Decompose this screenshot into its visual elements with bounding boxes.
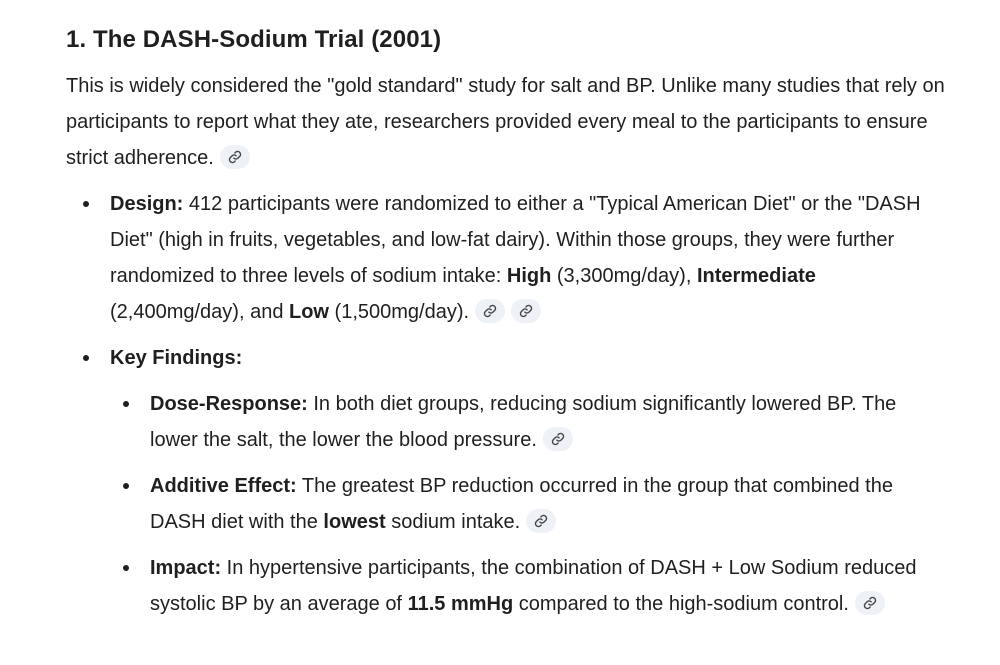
impact-text-1: In hypertensive participants, the combination of DASH + Low Sodium reduced systolic BP by an average of — [150, 557, 917, 615]
impact-label: Impact: — [150, 557, 222, 579]
high-label: High — [506, 265, 552, 287]
list-item-key-findings — [66, 340, 938, 622]
citation-chip[interactable] — [475, 299, 505, 323]
high-value: (3,300mg/day), — [551, 265, 697, 287]
impact-text-2: compared to the high-sodium control. — [513, 593, 849, 615]
citation-chip[interactable] — [855, 591, 885, 615]
intro-text: This is widely considered the "gold standard" study for salt and BP. Unlike many studies that rely on participants to report what they ate, researchers provided every meal to the participants to ensure strict adherence. — [66, 75, 945, 169]
list-item-additive-effect — [110, 468, 940, 540]
response-content — [66, 22, 966, 622]
impact-emphasis: 11.5 mmHg — [407, 593, 514, 615]
link-icon — [534, 514, 548, 528]
link-icon — [228, 150, 242, 164]
key-findings-label: Key Findings: — [110, 347, 243, 369]
findings-list — [66, 186, 966, 622]
dose-response-text: In both diet groups, reducing sodium significantly lowered BP. The lower the salt, the lower the blood pressure. — [150, 393, 897, 451]
design-text-1: 412 participants were randomized to either a "Typical American Diet" or the "DASH Diet" (high in fruits, vegetables, and low-fat dairy). Within those groups, they were further randomized to three levels of sodium intake: — [110, 193, 921, 287]
list-item-design — [66, 186, 938, 330]
design-label: Design: — [110, 193, 184, 215]
list-item-impact — [110, 550, 940, 622]
link-icon — [551, 432, 565, 446]
section-heading: 1. The DASH-Sodium Trial (2001) — [66, 26, 442, 53]
dose-response-label: Dose-Response: — [150, 393, 308, 415]
citation-chip[interactable] — [526, 509, 556, 533]
citation-chip[interactable] — [511, 299, 541, 323]
additive-effect-text-2: sodium intake. — [385, 511, 521, 533]
link-icon — [519, 304, 533, 318]
citation-chip[interactable] — [220, 145, 250, 169]
low-label: Low — [289, 301, 329, 323]
intro-paragraph — [66, 68, 946, 176]
low-value: (1,500mg/day). — [329, 301, 470, 323]
additive-effect-label: Additive Effect: — [150, 475, 297, 497]
key-findings-sublist — [110, 386, 938, 622]
link-icon — [483, 304, 497, 318]
additive-effect-text-1: The greatest BP reduction occurred in the group that combined the DASH diet with the — [150, 475, 893, 533]
intermediate-value: (2,400mg/day), and — [110, 301, 289, 323]
link-icon — [863, 596, 877, 610]
citation-chip[interactable] — [543, 427, 573, 451]
list-item-dose-response — [110, 386, 940, 458]
additive-effect-emphasis: lowest — [323, 511, 386, 533]
intermediate-label: Intermediate — [696, 265, 816, 287]
